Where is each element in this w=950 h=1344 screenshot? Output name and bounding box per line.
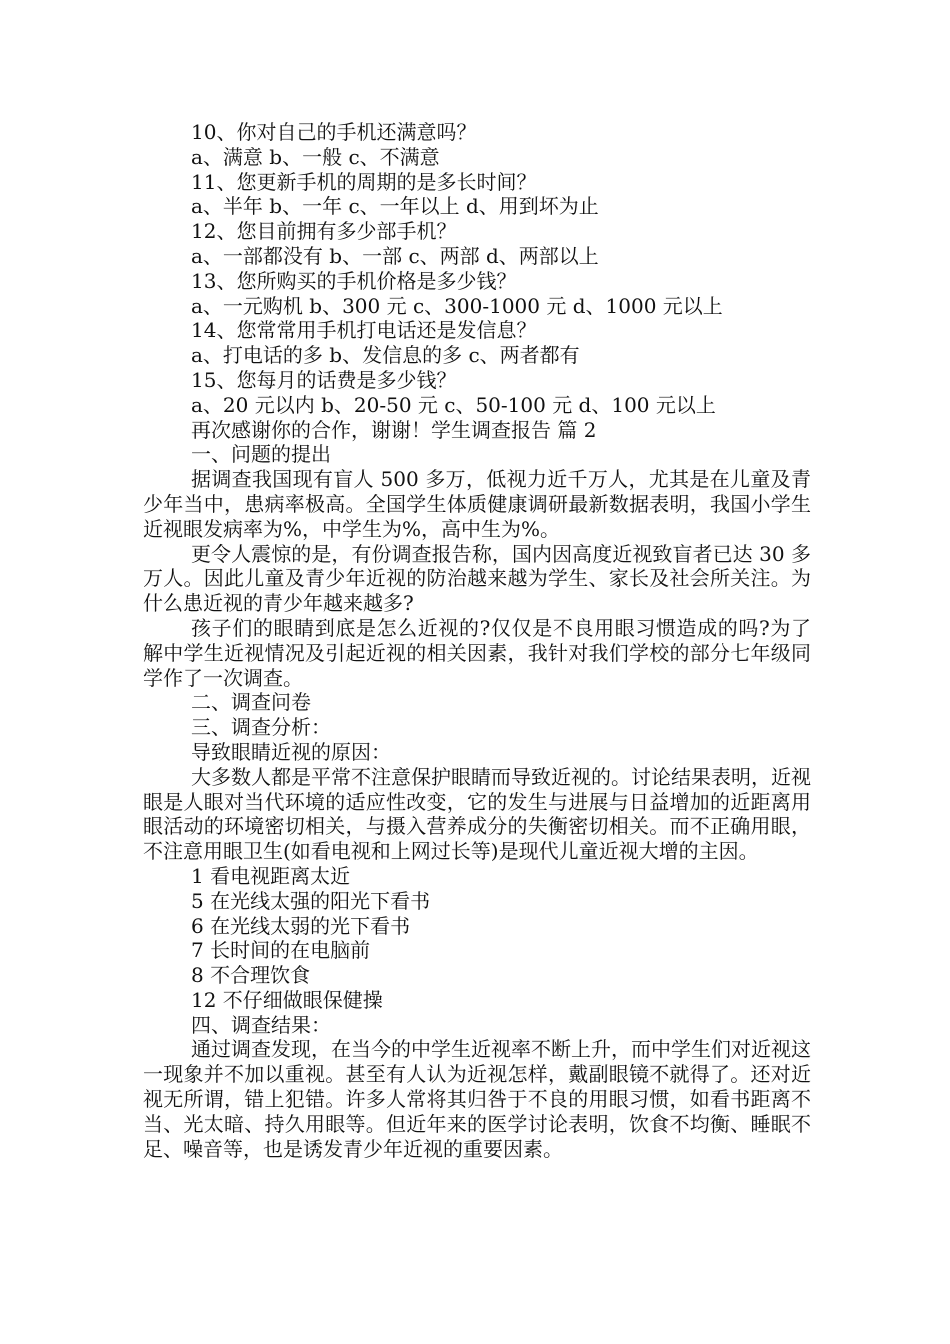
section-heading-3: 三、调查分析： (191, 715, 331, 740)
cause-item: 12 不仔细做眼保健操 (191, 987, 383, 1012)
document-page (143, 120, 811, 1161)
paragraph-4: 大多数人都是平常不注意保护眼睛而导致近视的。讨论结果表明，近视眼是人眼对当代环境的适应性改变，它的发生与进展与日益增加的近距离用眼活动的环境密切相关，与摄入营养成分的失衡密切相关。而不正确用眼，不注意用眼卫生(如看电视和上网过长等)是现代儿童近视大增的主因。 (143, 764, 811, 864)
cause-item: 6 在光线太弱的光下看书 (191, 913, 411, 938)
answer-options-14: a、打电话的多 b、发信息的多 c、两者都有 (191, 343, 580, 368)
question-13: 13、您所购买的手机价格是多少钱？ (191, 268, 517, 293)
question-15: 15、您每月的话费是多少钱？ (191, 367, 457, 392)
question-14: 14、您常常用手机打电话还是发信息？ (191, 318, 537, 343)
cause-item: 1 看电视距离太近 (191, 863, 351, 888)
cause-item: 7 长时间的在电脑前 (191, 938, 371, 963)
answer-options-12: a、一部都没有 b、一部 c、两部 d、两部以上 (191, 243, 599, 268)
section-heading-2: 二、调查问卷 (191, 690, 311, 715)
thanks-line: 再次感谢你的合作，谢谢！学生调查报告 篇 2 (191, 417, 597, 442)
answer-options-11: a、半年 b、一年 c、一年以上 d、用到坏为止 (191, 194, 599, 219)
cause-item: 8 不合理饮食 (191, 963, 311, 988)
answer-options-15: a、20 元以内 b、20-50 元 c、50-100 元 d、100 元以上 (191, 392, 716, 417)
section-heading-4: 四、调查结果： (191, 1012, 331, 1037)
paragraph-5: 通过调查发现，在当今的中学生近视率不断上升，而中学生们对近视这一现象并不加以重视。甚至有人认为近视怎样，戴副眼镜不就得了。还对近视无所谓，错上犯错。许多人常将其归咎于不良的用眼习惯，如看书距离不当、光太暗、持久用眼等。但近年来的医学讨论表明，饮食不均衡、睡眠不足、噪音等，也是诱发青少年近视的重要因素。 (143, 1037, 811, 1161)
question-11: 11、您更新手机的周期的是多长时间？ (191, 169, 537, 194)
section-heading-1: 一、问题的提出 (191, 442, 331, 467)
question-12: 12、您目前拥有多少部手机？ (191, 219, 457, 244)
paragraph-3: 孩子们的眼睛到底是怎么近视的?仅仅是不良用眼习惯造成的吗?为了解中学生近视情况及引起近视的相关因素，我针对我们学校的部分七年级同学作了一次调查。 (143, 615, 811, 690)
question-10: 10、你对自己的手机还满意吗？ (191, 120, 477, 144)
answer-options-10: a、满意 b、一般 c、不满意 (191, 144, 440, 169)
answer-options-13: a、一元购机 b、300 元 c、300-1000 元 d、1000 元以上 (191, 293, 723, 318)
cause-heading: 导致眼睛近视的原因： (191, 739, 391, 764)
cause-item: 5 在光线太强的阳光下看书 (191, 888, 431, 913)
paragraph-2: 更令人震惊的是，有份调查报告称，国内因高度近视致盲者已达 30 多万人。因此儿童及青少年近视的防治越来越为学生、家长及社会所关注。为什么患近视的青少年越来越多? (143, 541, 811, 616)
paragraph-1: 据调查我国现有盲人 500 多万，低视力近千万人，尤其是在儿童及青少年当中，患病率极高。全国学生体质健康调研最新数据表明，我国小学生近视眼发病率为%，中学生为%，高中生为%。 (143, 467, 811, 541)
